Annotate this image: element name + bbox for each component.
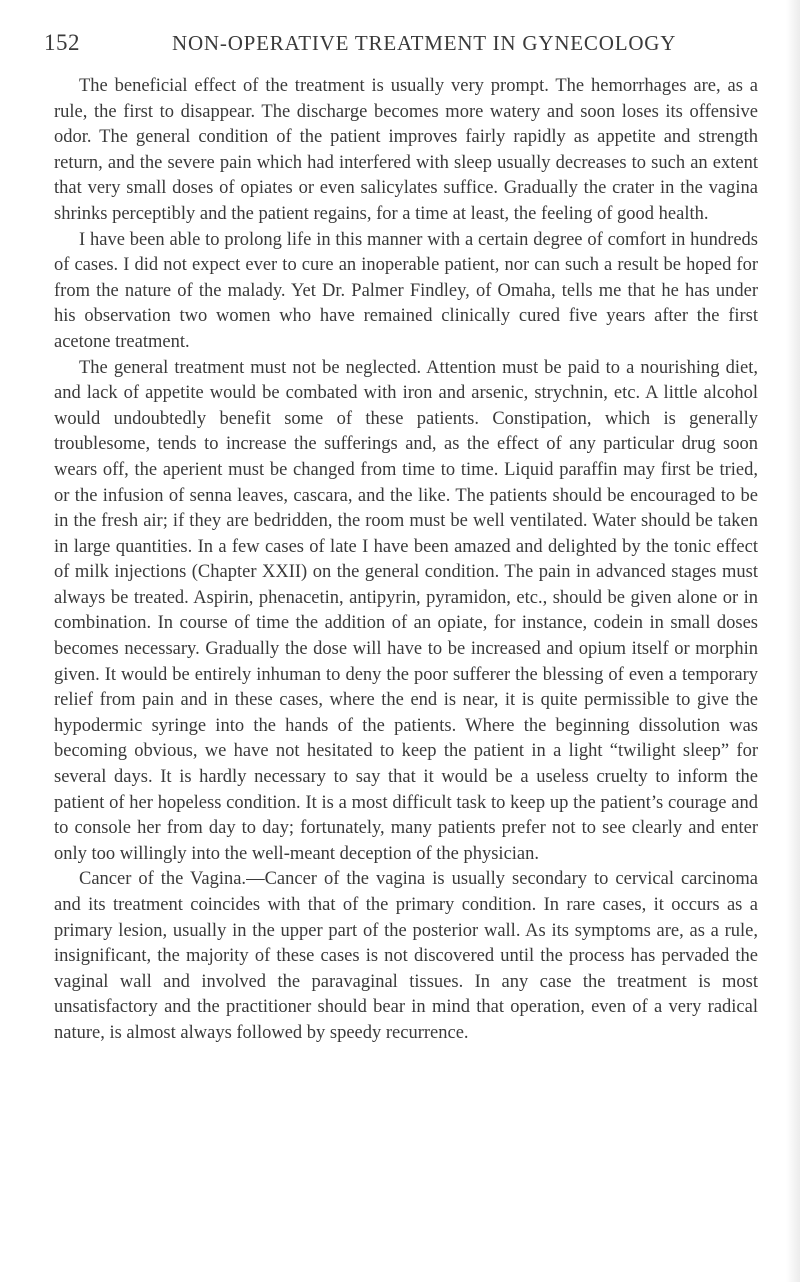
body-text <box>54 74 758 1047</box>
paragraph-prolong-life: I have been able to prolong life in this manner with a certain degree of comfort in hundreds of cases. I did not expect ever to cure an inoperable patient, nor can such a result be hoped for from the nature of the malady. Yet Dr. Palmer Findley, of Omaha, tells me that he has under his observation two women who have remained clinically cured five years after the first acetone treatment. <box>54 229 758 352</box>
page-number: 152 <box>44 30 80 55</box>
paragraph-cancer-of-vagina <box>54 867 758 1046</box>
paragraph-general-treatment: The general treatment must not be neglected. Attention must be paid to a nourishing diet, and lack of appetite would be combated with iron and arsenic, strychnin, etc. A little alcohol would undoubtedly benefit some of these patients. Constipation, which is generally troublesome, tends to increase the sufferings and, as the effect of any particular drug soon wears off, the aperient must be changed from time to time. Liquid paraffin may first be tried, or the infusion of senna leaves, cascara, and the like. The patients should be encouraged to be in the fresh air; if they are bedridden, the room must be well ventilated. Water should be taken in large quantities. In a few cases of late I have been amazed and delighted by the tonic effect of milk injections (Chapter XXII) on the general condition. The pain in advanced stages must always be treated. Aspirin, phenacetin, antipyrin, pyramidon, etc., should be given alone or in combination. In course of time the addition of an opiate, for instance, codein in small doses becomes necessary. Gradually the dose will have to be increased and opium itself or morphin given. It would be entirely inhuman to deny the poor sufferer the blessing of even a temporary relief from pain and in these cases, where the end is near, it is quite permissible to give the hypodermic syringe into the hands of the patients. Where the beginning dissolution was becoming obvious, we have not hesitated to keep the patient in a light “twilight sleep” for several days. It is hardly necessary to say that it would be a useless cruelty to inform the patient of her hopeless condition. It is a most difficult task to keep up the patient’s courage and to console her from day to day; fortunately, many patients prefer not to see clearly and enter only too willingly into the well-meant deception of the physician. <box>54 357 758 864</box>
section-text: —Cancer of the vagina is usually secondary to cervical carcinoma and its treatment coincides with that of the primary condition. In rare cases, it occurs as a primary lesion, usually in the upper part of the posterior wall. As its symptoms are, as a rule, insignificant, the majority of these cases is not discovered until the process has pervaded the vaginal wall and involved the paravaginal tissues. In any case the treatment is most unsatisfactory and the practitioner should bear in mind that operation, even of a very radical nature, is almost always followed by speedy recurrence. <box>54 869 758 1043</box>
page-edge-shadow <box>786 0 800 1282</box>
running-head-title: NON-OPERATIVE TREATMENT IN GYNECOLOGY <box>172 31 677 55</box>
section-heading: Cancer of the Vagina. <box>79 869 247 890</box>
running-head <box>44 30 760 60</box>
paragraph-treatment-effect: The beneficial effect of the treatment is usually very prompt. The hemorrhages are, as a rule, the first to disappear. The discharge becomes more watery and soon loses its offensive odor. The general condition of the patient improves fairly rapidly as appetite and strength return, and the severe pain which had interfered with sleep usually decreases to such an extent that very small doses of opiates or even salicylates suffice. Gradually the crater in the vagina shrinks perceptibly and the patient regains, for a time at least, the feeling of good health. <box>54 76 758 224</box>
